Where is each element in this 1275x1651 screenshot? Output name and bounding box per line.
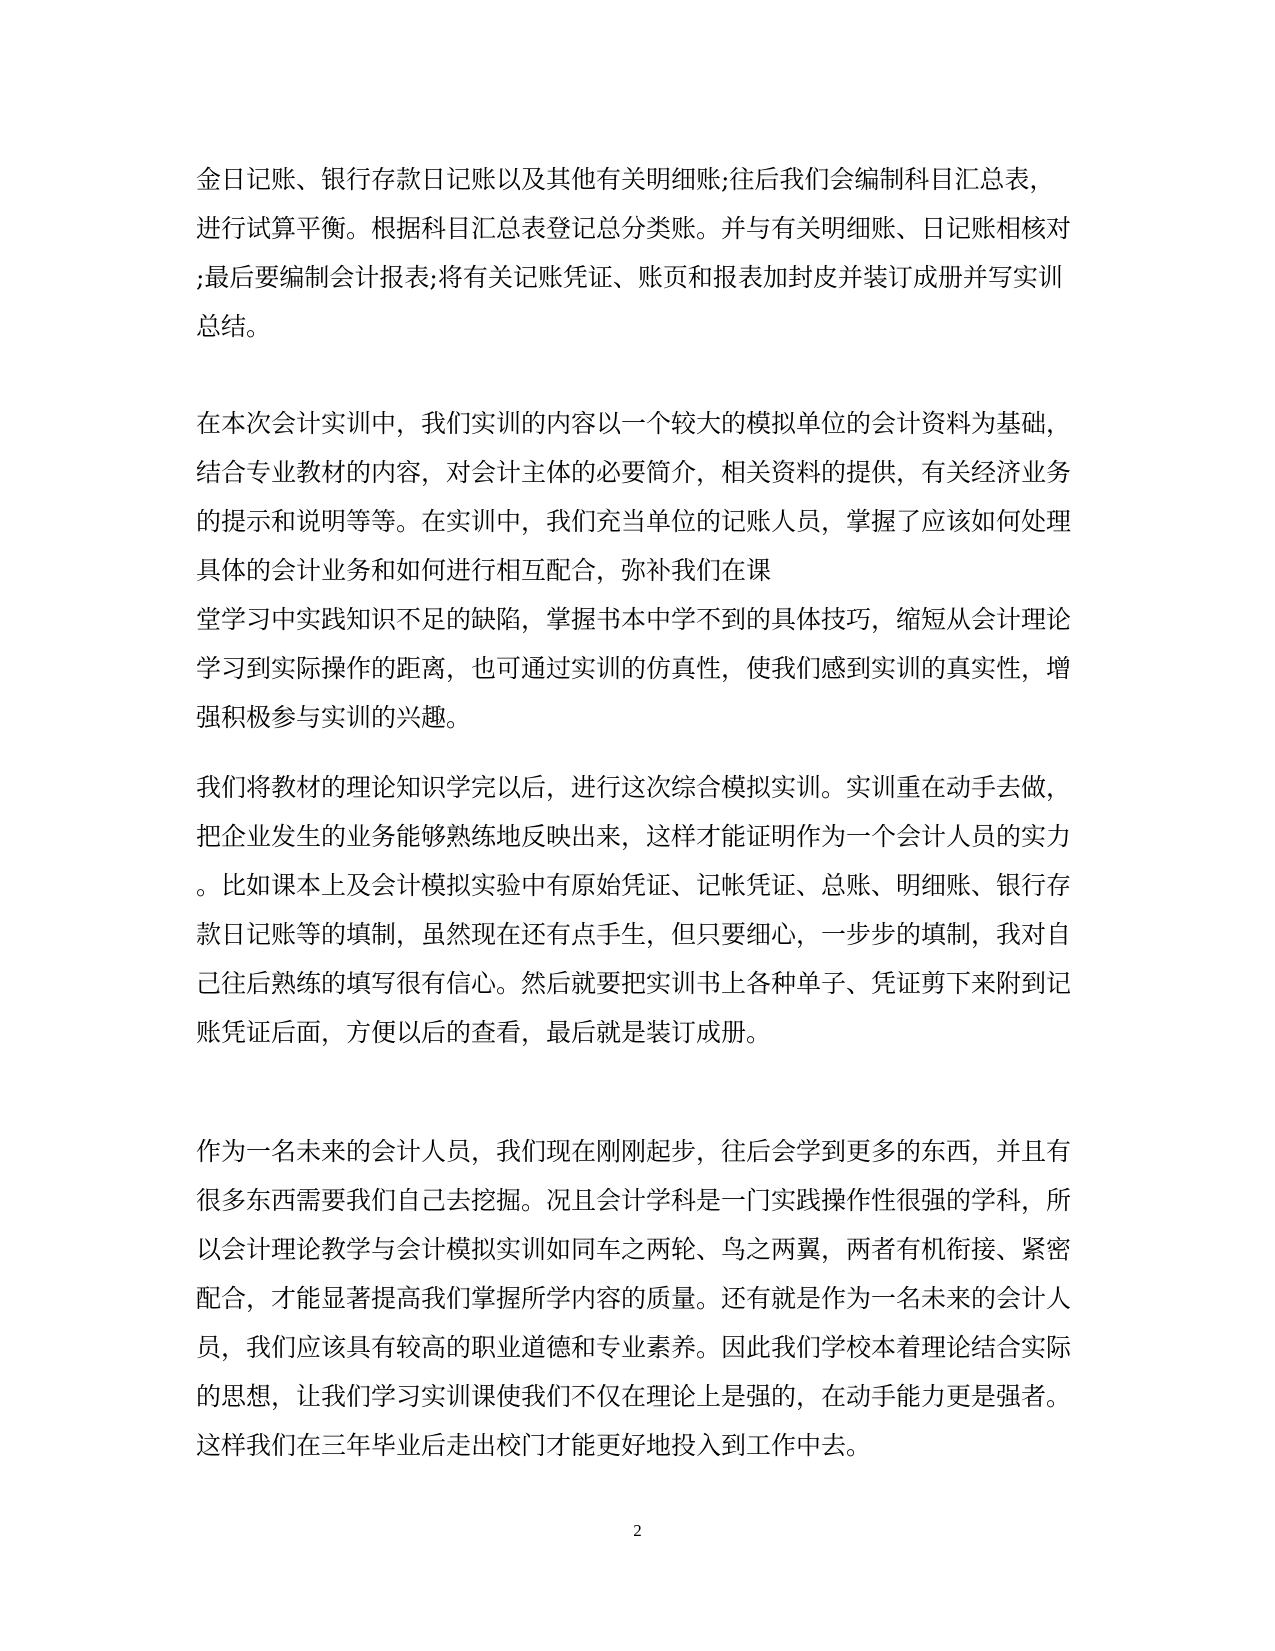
text-line: 结合专业教材的内容，对会计主体的必要简介，相关资料的提供，有关经济业务: [196, 458, 1072, 487]
text-line: 以会计理论教学与会计模拟实训如同车之两轮、鸟之两翼，两者有机衔接、紧密: [196, 1235, 1072, 1264]
text-line: 这样我们在三年毕业后走出校门才能更好地投入到工作中去。: [196, 1431, 872, 1460]
text-line: 总结。: [196, 312, 272, 341]
text-line: 金日记账、银行存款日记账以及其他有关明细账;往后我们会编制科目汇总表，: [196, 165, 1055, 194]
text-line: 配合，才能显著提高我们掌握所学内容的质量。还有就是作为一名未来的会计人: [196, 1284, 1072, 1313]
text-line: 进行试算平衡。根据科目汇总表登记总分类账。并与有关明细账、日记账相核对: [196, 214, 1072, 243]
text-line: 很多东西需要我们自己去挖掘。况且会计学科是一门实践操作性很强的学科，所: [196, 1186, 1072, 1215]
text-line: 把企业发生的业务能够熟练地反映出来，这样才能证明作为一个会计人员的实力: [196, 822, 1072, 851]
text-line: 员，我们应该具有较高的职业道德和专业素养。因此我们学校本着理论结合实际: [196, 1333, 1072, 1362]
paragraph-3: [196, 763, 1086, 1057]
text-line: 。比如课本上及会计模拟实验中有原始凭证、记帐凭证、总账、明细账、银行存: [196, 871, 1072, 900]
text-line: 作为一名未来的会计人员，我们现在刚刚起步，往后会学到更多的东西，并且有: [196, 1137, 1072, 1166]
text-line: 我们将教材的理论知识学完以后，进行这次综合模拟实训。实训重在动手去做，: [196, 773, 1072, 802]
text-line: 堂学习中实践知识不足的缺陷，掌握书本中学不到的具体技巧，缩短从会计理论: [196, 605, 1072, 634]
paragraph-4: [196, 1127, 1086, 1470]
text-line: 款日记账等的填制，虽然现在还有点手生，但只要细心，一步步的填制，我对自: [196, 920, 1072, 949]
paragraph-2: [196, 399, 1086, 742]
page-number: 2: [633, 1521, 642, 1540]
paragraph-1: [196, 155, 1086, 351]
text-line: 具体的会计业务和如何进行相互配合，弥补我们在课: [196, 556, 772, 585]
text-line: 在本次会计实训中，我们实训的内容以一个较大的模拟单位的会计资料为基础，: [196, 409, 1072, 438]
text-line: 的提示和说明等等。在实训中，我们充当单位的记账人员，掌握了应该如何处理: [196, 507, 1072, 536]
text-line: 账凭证后面，方便以后的查看，最后就是装订成册。: [196, 1018, 772, 1047]
text-line: 强积极参与实训的兴趣。: [196, 703, 472, 732]
text-line: ;最后要编制会计报表;将有关记账凭证、账页和报表加封皮并装订成册并写实训: [196, 263, 1063, 292]
text-line: 的思想，让我们学习实训课使我们不仅在理论上是强的，在动手能力更是强者。: [196, 1382, 1072, 1411]
text-line: 己往后熟练的填写很有信心。然后就要把实训书上各种单子、凭证剪下来附到记: [196, 969, 1072, 998]
text-line: 学习到实际操作的距离，也可通过实训的仿真性，使我们感到实训的真实性，增: [196, 654, 1072, 683]
